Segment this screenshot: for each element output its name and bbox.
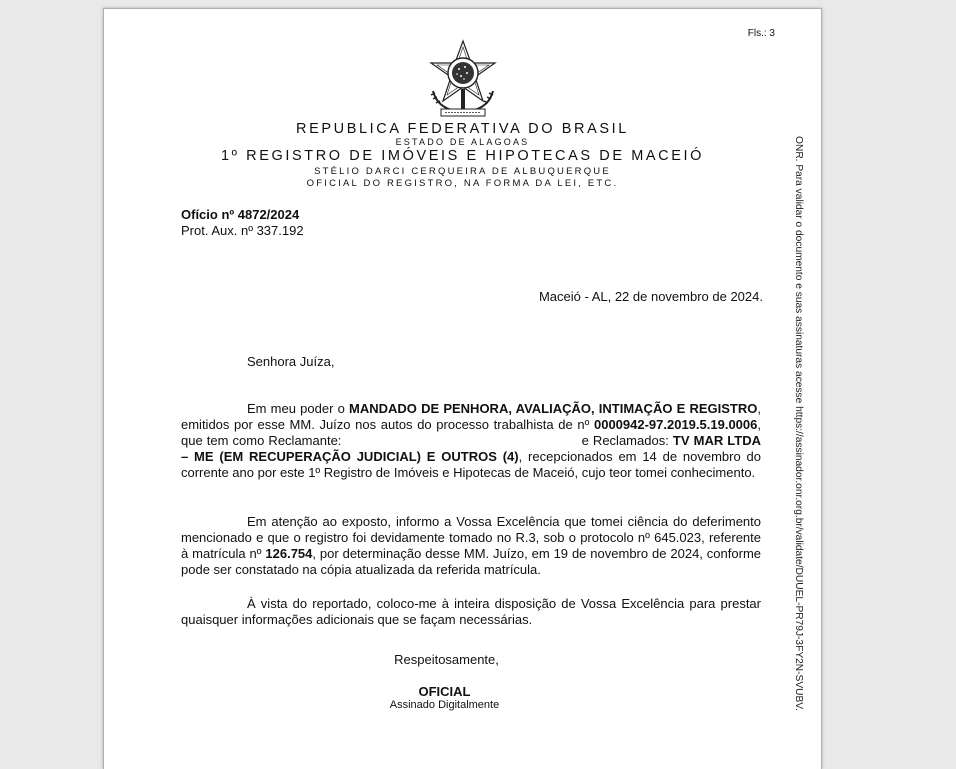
validation-text: ONR. Para validar o documento e suas assinaturas acesse https://assinador.onr.org.br/validate/DUUEL-PR79J-3FY2N-SVUBV. (792, 136, 804, 711)
coat-of-arms-icon (427, 39, 499, 121)
p1-text: , emitidos por esse MM. Juízo nos autos do processo trabalhista de nº (181, 401, 762, 432)
document-page (103, 8, 822, 769)
p1-text: , que tem como Reclamante: (181, 417, 761, 448)
p2-text: Em atenção ao exposto, informo a Vossa Excelência que tomei ciência do deferimento mencionado e que o registro foi devidamente tomado no R.3, sob o protocolo nº 645.023, referente à matrícula nº (181, 514, 761, 561)
date-line: Maceió - AL, 22 de novembro de 2024. (538, 289, 763, 304)
header-registry: 1º REGISTRO DE IMÓVEIS E HIPOTECAS DE MACEIÓ (220, 148, 705, 164)
p1-process-number: 0000942-97.2019.5.19.0006 (593, 417, 758, 432)
header-officer-name: STÉLIO DARCI CERQUEIRA DE ALBUQUERQUE (314, 166, 611, 177)
p2-matricula-number: 126.754 (265, 546, 313, 561)
protocol-number: Prot. Aux. nº 337.192 (181, 223, 304, 238)
p1-text: e Reclamados: (577, 433, 673, 448)
validation-side-note (788, 126, 808, 721)
p2-text: , por determinação desse MM. Juízo, em 19 de novembro de 2024, conforme pode ser constatado na cópia atualizada da referida matrícula. (181, 546, 762, 577)
paragraph-2 (181, 514, 761, 578)
signer-title: OFICIAL (418, 684, 471, 699)
closing: Respeitosamente, (394, 652, 499, 667)
page-number: Fls.: 3 (747, 28, 775, 39)
p1-writ-title: MANDADO DE PENHORA, AVALIAÇÃO, INTIMAÇÃO E REGISTRO (349, 401, 758, 416)
p1-defendants: TV MAR LTDA – ME (EM RECUPERAÇÃO JUDICIAL) E OUTROS (4) (181, 433, 762, 464)
header-republic: REPUBLICA FEDERATIVA DO BRASIL (296, 121, 629, 137)
signed-note: Assinado Digitalmente (389, 699, 500, 711)
header-officer-title: OFICIAL DO REGISTRO, NA FORMA DA LEI, ETC. (306, 178, 619, 189)
paragraph-1 (181, 401, 761, 481)
oficio-number: Ofício nº 4872/2024 (181, 207, 300, 222)
p1-text: , recepcionados em 14 de novembro do corrente ano por este 1º Registro de Imóveis e Hipotecas de Maceió, cujo teor tomei conhecimento. (181, 449, 761, 480)
p1-text: Em meu poder o (247, 401, 350, 416)
greeting: Senhora Juíza, (247, 354, 335, 369)
paragraph-3: À vista do reportado, coloco-me à inteira disposição de Vossa Excelência para prestar quaisquer informações adicionais que se façam necessárias. (181, 596, 761, 627)
header-state: ESTADO DE ALAGOAS (395, 137, 530, 147)
